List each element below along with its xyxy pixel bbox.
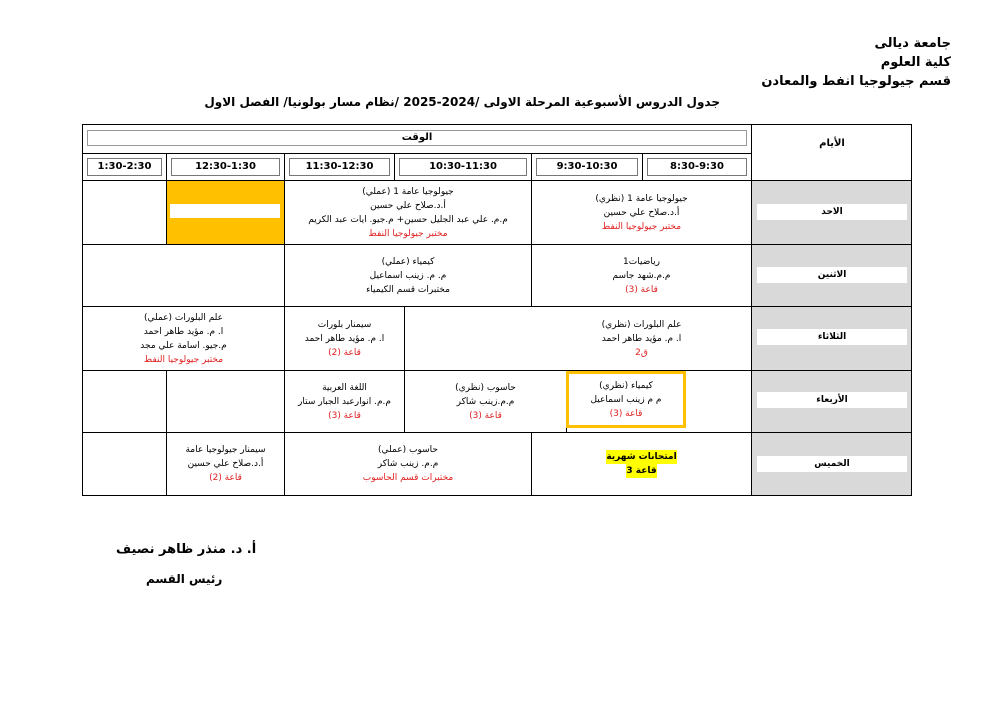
- class-cell: سيمنار بلورات ا. م. مؤيد طاهر احمد قاعة (2): [304, 319, 385, 358]
- signature-role: رئيس القسم: [146, 572, 223, 586]
- schedule-title: جدول الدروس الأسبوعية المرحلة الاولى /2024-2025 /نظام مسار بولونيا/ الفصل الاول: [204, 95, 720, 109]
- class-cell: سيمنار جيولوجيا عامة أ.د.صلاح علي حسين قاعة (2): [185, 445, 266, 483]
- class-cell: كيمياء (نظري) م م زينب اسماعيل قاعة (3): [566, 371, 686, 428]
- day-label-tuesday: الثلاثاء: [757, 329, 907, 345]
- college-name: كلية العلوم: [880, 55, 951, 70]
- class-cell: علم البلورات (نظري) ا. م. مؤيد طاهر احمد ق2: [601, 319, 682, 358]
- time-slot-1: 8:30-9:30: [647, 158, 747, 176]
- signature-name: أ. د. منذر ظاهر نصيف: [116, 542, 257, 557]
- exam-cell: امتحانات شهرية قاعة 3: [606, 452, 677, 476]
- class-cell: جيولوجيا عامة 1 (عملي) أ.د.صلاح علي حسين م.م. علي عبد الجليل حسين+ م.جيو. ايات عبد الكريم مختبر جيولوجيا النفط: [308, 186, 508, 239]
- time-slot-4: 11:30-12:30: [289, 158, 390, 176]
- time-slot-5: 12:30-1:30: [171, 158, 280, 176]
- day-label-monday: الاثنين: [757, 267, 907, 283]
- class-cell: جيولوجيا عامة 1 (نظري) أ.د.صلاح علي حسين مختبر جيولوجيا النفط: [595, 193, 688, 232]
- class-cell: كيمياء (عملي) م. م. زينب اسماعيل مختبرات قسم الكيمياء: [366, 256, 450, 295]
- class-cell: حاسوب (عملي) م.م. زينب شاكر مختبرات قسم الحاسوب: [362, 445, 454, 483]
- class-cell: رياضيات1 م.م.شهد جاسم قاعة (3): [612, 256, 671, 295]
- weekly-schedule-table: [82, 124, 912, 496]
- class-cell: علم البلورات (عملي) ا. م. مؤيد طاهر احمد م.جيو. اسامة علي مجد مختبر جيولوجيا النفط: [140, 312, 227, 365]
- highlight-cell: [166, 180, 284, 244]
- class-cell: اللغة العربية م.م. انوارعبد الجبار ستار قاعة (3): [298, 382, 391, 421]
- time-header-label: الوقت: [87, 130, 747, 146]
- day-header-cell: [752, 124, 912, 180]
- time-slot-3: 10:30-11:30: [399, 158, 527, 176]
- blank-box: [170, 204, 280, 218]
- department-name: قسم جيولوجيا انفط والمعادن: [761, 74, 951, 89]
- day-label-wednesday: الأربعاء: [757, 392, 907, 408]
- class-cell: حاسوب (نظري) م.م.زينب شاكر قاعة (3): [455, 382, 516, 421]
- days-header-label: الأيام: [819, 138, 845, 149]
- time-slot-2: 9:30-10:30: [536, 158, 638, 176]
- day-label-sunday: الاحد: [757, 204, 907, 220]
- time-slot-6: 1:30-2:30: [87, 158, 162, 176]
- university-name: جامعة ديالى: [874, 36, 951, 51]
- day-label-thursday: الخميس: [757, 456, 907, 472]
